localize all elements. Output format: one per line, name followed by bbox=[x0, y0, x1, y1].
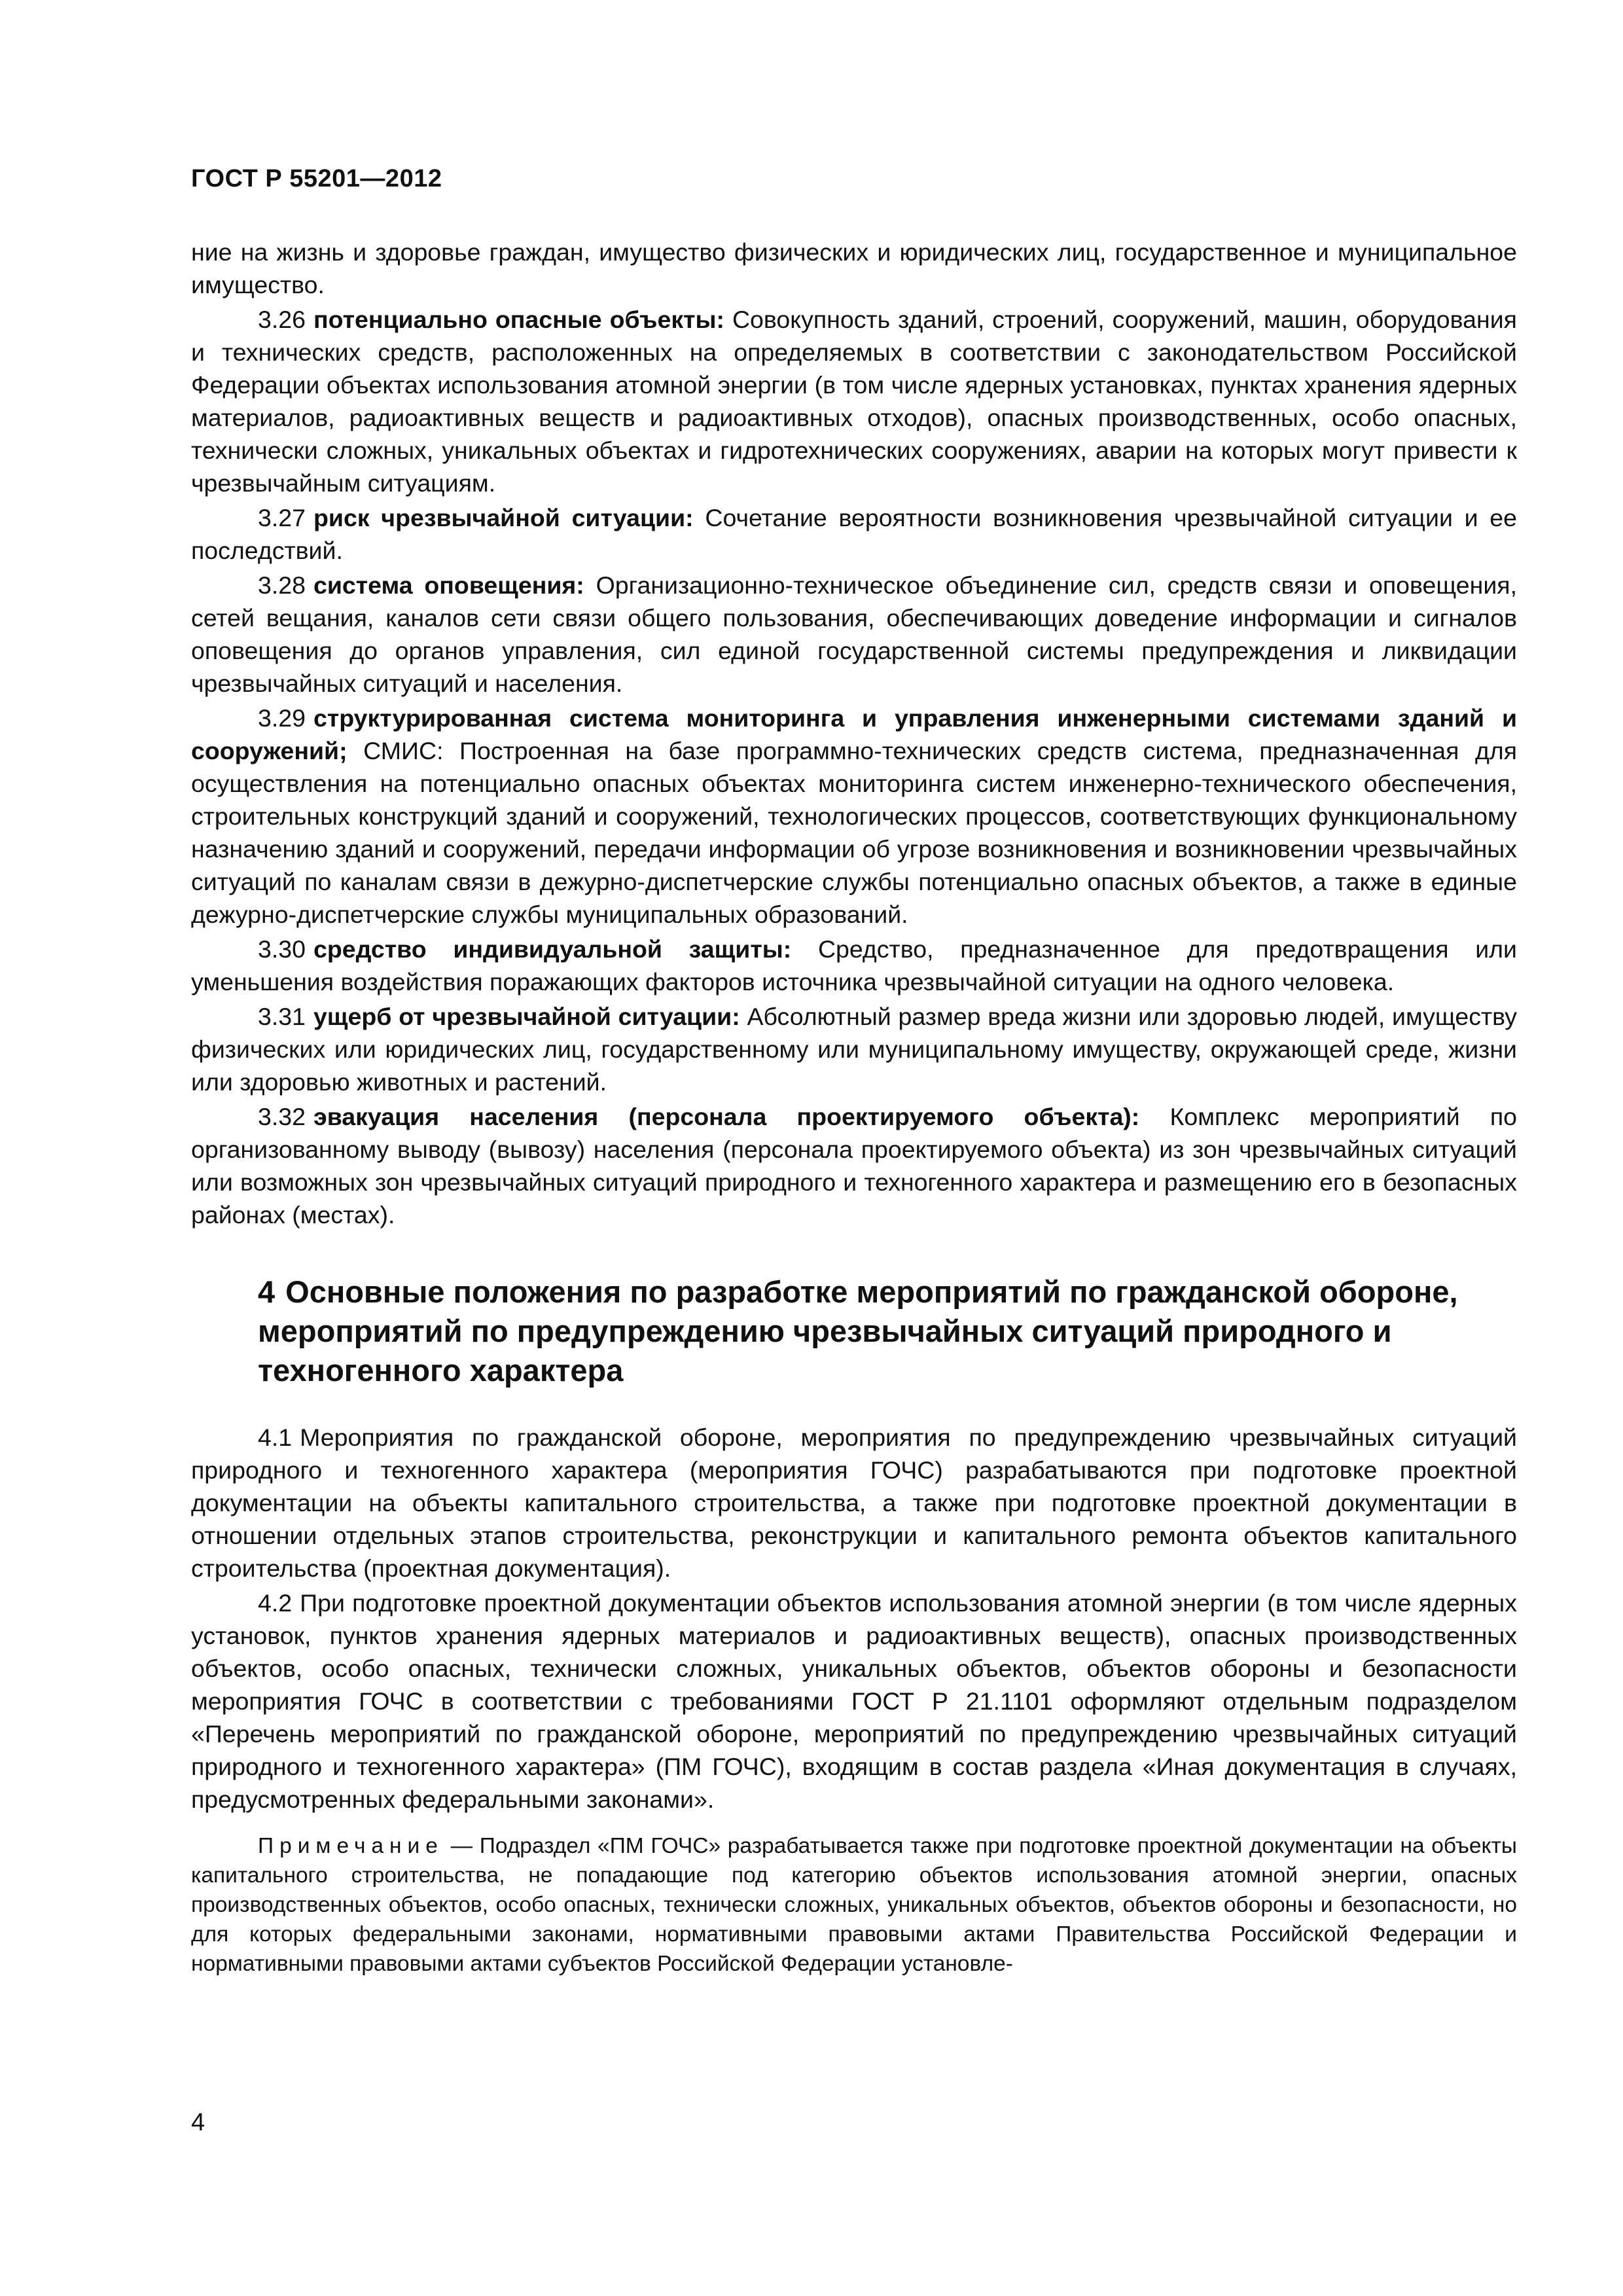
definition-term: риск чрезвычайной ситуации: bbox=[313, 504, 694, 531]
clause-text: Мероприятия по гражданской обороне, мероприятия по предупреждению чрезвычайных ситуаций природного и техногенного характера (мероприятия ГОЧС) разрабатываются при подготовке проектной документации на объекты капитального строительства, а также при подготовке проектной документации в отношении отдельных этапов строительства, реконструкции и капитального ремонта объектов капитального строительства (проектная документация). bbox=[191, 1424, 1517, 1582]
definition-text: СМИС: Построенная на базе программно-технических средств система, предназначенная для осуществления на потенциально опасных объектах мониторинга систем инженерно-технического обеспечения, строительных конструкций зданий и сооружений, технологических процессов, соответствующих функциональному назначению зданий и сооружений, передачи информации об угрозе возникновения и возникновении чрезвычайных ситуаций по каналам связи в дежурно-диспетчерские службы потенциально опасных объектов, а также в единые дежурно-диспетчерские службы муниципальных образований. bbox=[191, 737, 1518, 928]
definition-text: Средство, предназначенное для предотвращения или уменьшения воздействия поражающих факторов источника чрезвычайной ситуации на одного человека. bbox=[191, 935, 1518, 996]
definition-number: 3.28 bbox=[258, 571, 306, 599]
definition-term: система оповещения: bbox=[313, 571, 584, 599]
note-label: Примечание bbox=[258, 1834, 444, 1858]
definition-3-29 bbox=[191, 702, 1517, 931]
clause-number: 4.1 bbox=[258, 1424, 293, 1451]
definition-term: ущерб от чрезвычайной ситуации: bbox=[313, 1003, 740, 1030]
definition-3-31 bbox=[191, 1000, 1517, 1098]
note-dash: — bbox=[443, 1834, 480, 1858]
definition-text: Организационно-техническое объединение сил, средств связи и оповещения, сетей вещания, каналов сети связи общего пользования, обеспечивающих доведение информации и сигналов оповещения до органов управления, сил единой государственной системы предупреждения и ликвидации чрезвычайных ситуаций и населения. bbox=[191, 571, 1518, 697]
note-paragraph bbox=[191, 1831, 1517, 1979]
definition-number: 3.32 bbox=[258, 1103, 306, 1130]
clause-text: При подготовке проектной документации объектов использования атомной энергии (в том числе ядерных установок, пунктов хранения ядерных материалов и радиоактивных веществ), опасных производственных объектов, особо опасных, технически сложных, уникальных объектов, объектов обороны и безопасности мероприятия ГОЧС в соответствии с требованиями ГОСТ Р 21.1101 оформляют отдельным подразделом «Перечень мероприятий по гражданской обороне, мероприятий по предупреждению чрезвычайных ситуаций природного и техногенного характера» (ПМ ГОЧС), входящим в состав раздела «Иная документация в случаях, предусмотренных федеральными законами». bbox=[191, 1589, 1517, 1813]
definition-3-28 bbox=[191, 569, 1517, 700]
definition-3-26 bbox=[191, 303, 1517, 499]
page-number: 4 bbox=[191, 2109, 205, 2136]
definition-number: 3.30 bbox=[258, 935, 306, 963]
definition-term: эвакуация населения (персонала проектируемого объекта): bbox=[313, 1103, 1140, 1130]
definition-text: Совокупность зданий, строений, сооружений, машин, оборудования и технических средств, расположенных на определяемых в соответствии с законодательством Российской Федерации объектах использования атомной энергии (в том числе ядерных установках, пунктах хранения ядерных материалов, радиоактивных веществ и радиоактивных отходов), опасных производственных, особо опасных, технически сложных, уникальных объектах и гидротехнических сооружениях, аварии на которых могут привести к чрезвычайным ситуациям. bbox=[191, 306, 1517, 497]
definition-3-32 bbox=[191, 1100, 1517, 1231]
document-page bbox=[191, 0, 1517, 2296]
section-heading bbox=[258, 1272, 1517, 1390]
continuation-paragraph: ние на жизнь и здоровье граждан, имущество физических и юридических лиц, государственное и муниципальное имущество. bbox=[191, 238, 1517, 298]
definition-number: 3.27 bbox=[258, 504, 306, 531]
standard-designation: ГОСТ Р 55201—2012 bbox=[191, 165, 442, 192]
section-title-text: Основные положения по разработке мероприятий по гражданской обороне, мероприятий по предупреждению чрезвычайных ситуаций природного и техногенного характера bbox=[258, 1274, 1458, 1388]
definition-number: 3.29 bbox=[258, 704, 306, 732]
section-number: 4 bbox=[258, 1274, 276, 1309]
definition-text: Комплекс мероприятий по организованному выводу (вывозу) населения (персонала проектируемого объекта) из зон чрезвычайных ситуаций или возможных зон чрезвычайных ситуаций природного и техногенного характера и размещению его в безопасных районах (местах). bbox=[191, 1103, 1517, 1229]
definition-term: потенциально опасные объекты: bbox=[313, 306, 724, 333]
definition-text: Абсолютный размер вреда жизни или здоровью людей, имуществу физических или юридических лиц, государственному или муниципальному имуществу, окружающей среде, жизни или здоровью животных и растений. bbox=[191, 1003, 1517, 1096]
definition-term: средство индивидуальной защиты: bbox=[313, 935, 792, 963]
definition-3-30 bbox=[191, 933, 1517, 998]
definition-number: 3.31 bbox=[258, 1003, 306, 1030]
document-body bbox=[191, 236, 1517, 1979]
definition-term: структурированная система мониторинга и управления инженерными системами зданий и сооружений; bbox=[191, 704, 1517, 764]
clause-number: 4.2 bbox=[258, 1589, 293, 1617]
definition-text: Сочетание вероятности возникновения чрезвычайной ситуации и ее последствий. bbox=[191, 504, 1517, 564]
clause-4-2 bbox=[191, 1587, 1517, 1816]
note-text: Подраздел «ПМ ГОЧС» разрабатывается также при подготовке проектной документации на объекты капитального строительства, не попадающие под категорию объектов использования атомной энергии, опасных производственных объектов, особо опасных, технически сложных, уникальных объектов, объектов обороны и безопасности, но для которых федеральными законами, нормативными правовыми актами Правительства Российской Федерации и нормативными правовыми актами субъектов Российской Федерации установле- bbox=[191, 1834, 1517, 1976]
definition-number: 3.26 bbox=[258, 306, 306, 333]
definition-3-27 bbox=[191, 501, 1517, 567]
clause-4-1 bbox=[191, 1421, 1517, 1585]
